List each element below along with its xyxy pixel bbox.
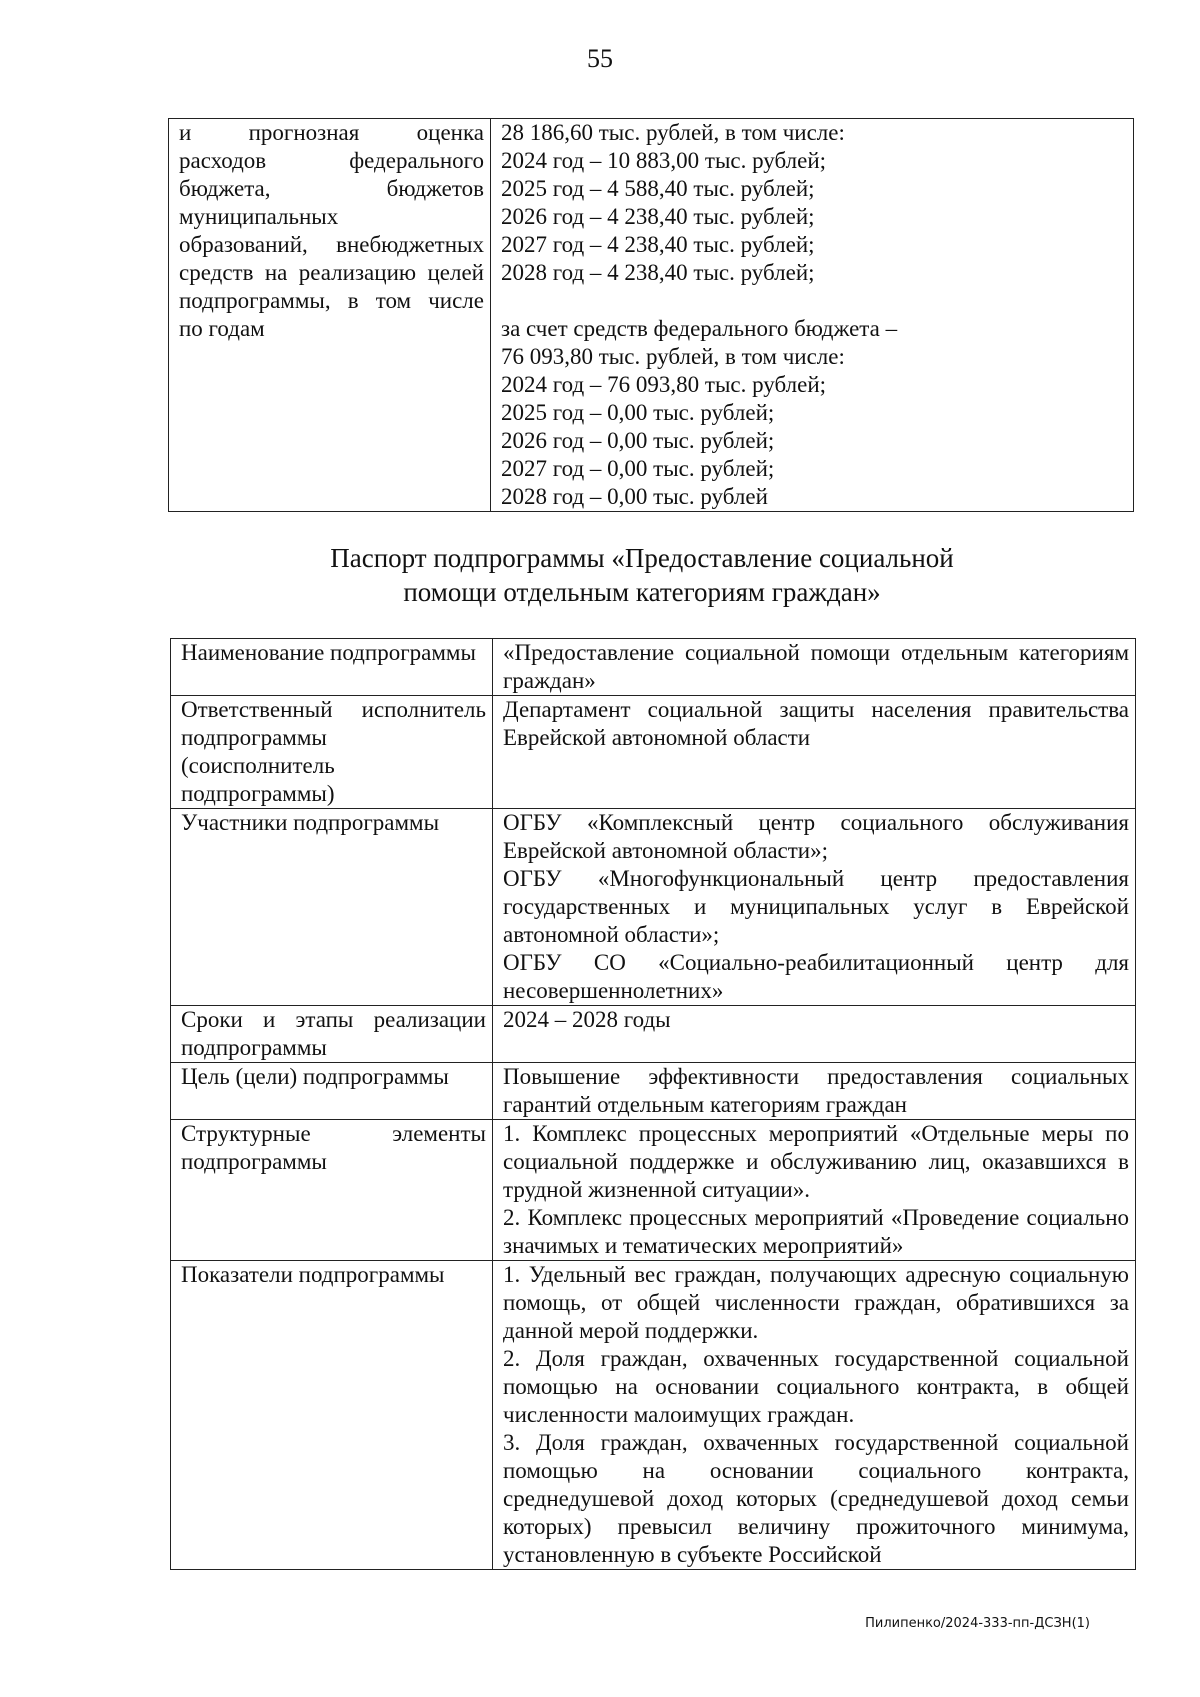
funding-line: 2026 год – 0,00 тыс. рублей; bbox=[501, 428, 775, 453]
label-line: муниципальных bbox=[179, 204, 339, 229]
row-value: Департамент социальной защиты населения правительства Еврейской автономной области bbox=[493, 696, 1136, 809]
row-value bbox=[493, 809, 1136, 1006]
indicator-item: 2. Доля граждан, охваченных государственной социальной помощью на основании социального контракта, в общей численности малоимущих граждан. bbox=[503, 1346, 1129, 1427]
row-label: Цель (цели) подпрограммы bbox=[171, 1063, 493, 1120]
passport-table bbox=[170, 638, 1136, 1570]
funding-line: 2025 год – 0,00 тыс. рублей; bbox=[501, 400, 775, 425]
funding-line: за счет средств федерального бюджета – bbox=[501, 316, 898, 341]
participant-item: ОГБУ СО «Социально-реабилитационный центр для несовершеннолетних» bbox=[503, 950, 1129, 1003]
label-line: расходов федерального bbox=[179, 148, 484, 173]
row-value bbox=[493, 1261, 1136, 1570]
label-line: подпрограммы, в том числе bbox=[179, 288, 484, 313]
label-line: и прогнозная оценка bbox=[179, 120, 484, 145]
funding-line: 2027 год – 4 238,40 тыс. рублей; bbox=[501, 232, 815, 257]
row-label: Ответственный исполнитель подпрограммы (соисполнитель подпрограммы) bbox=[171, 696, 493, 809]
funding-table bbox=[168, 118, 1134, 512]
table-row bbox=[171, 1120, 1136, 1261]
funding-line: 2028 год – 4 238,40 тыс. рублей; bbox=[501, 260, 815, 285]
indicator-item: 3. Доля граждан, охваченных государственной социальной помощью на основании социального контракта, среднедушевой доход которых (среднедушевой доход семьи которых) превысил величину прожиточного минимума, установленную в субъекте Российской bbox=[503, 1430, 1129, 1567]
row-value: Повышение эффективности предоставления социальных гарантий отдельным категориям граждан bbox=[493, 1063, 1136, 1120]
label-line: бюджета, бюджетов bbox=[179, 176, 484, 201]
funding-line: 2026 год – 4 238,40 тыс. рублей; bbox=[501, 204, 815, 229]
row-label: Структурные элементы подпрограммы bbox=[171, 1120, 493, 1261]
table-row bbox=[171, 809, 1136, 1006]
row-label: Участники подпрограммы bbox=[171, 809, 493, 1006]
section-title-line: помощи отдельным категориям граждан» bbox=[403, 577, 881, 607]
table-row bbox=[171, 1063, 1136, 1120]
document-footer-code: Пилипенко/2024-333-пп-ДСЗН(1) bbox=[865, 1616, 1090, 1631]
label-line: образований, внебюджетных bbox=[179, 232, 484, 257]
row-value: «Предоставление социальной помощи отдельным категориям граждан» bbox=[493, 639, 1136, 696]
funding-values-cell bbox=[491, 119, 1134, 512]
page-number: 55 bbox=[587, 44, 613, 73]
funding-label-cell bbox=[169, 119, 491, 512]
participant-item: ОГБУ «Комплексный центр социального обслуживания Еврейской автономной области»; bbox=[503, 810, 1129, 863]
funding-line: 2024 год – 76 093,80 тыс. рублей; bbox=[501, 372, 827, 397]
row-label: Показатели подпрограммы bbox=[171, 1261, 493, 1570]
row-value: 2024 – 2028 годы bbox=[493, 1006, 1136, 1063]
indicator-item: 1. Удельный вес граждан, получающих адресную социальную помощь, от общей численности граждан, обратившихся за данной мерой поддержки. bbox=[503, 1262, 1129, 1343]
funding-line: 76 093,80 тыс. рублей, в том числе: bbox=[501, 344, 845, 369]
funding-line: 2024 год – 10 883,00 тыс. рублей; bbox=[501, 148, 827, 173]
structure-item: 1. Комплекс процессных мероприятий «Отдельные меры по социальной поддержке и обслуживанию лиц, оказавшихся в трудной жизненной ситуации». bbox=[503, 1121, 1129, 1202]
funding-line: 2025 год – 4 588,40 тыс. рублей; bbox=[501, 176, 815, 201]
row-value bbox=[493, 1120, 1136, 1261]
participant-item: ОГБУ «Многофункциональный центр предоставления государственных и муниципальных услуг в Еврейской автономной области»; bbox=[503, 866, 1129, 947]
structure-item: 2. Комплекс процессных мероприятий «Проведение социально значимых и тематических мероприятий» bbox=[503, 1205, 1129, 1258]
table-row bbox=[171, 639, 1136, 696]
table-row bbox=[171, 696, 1136, 809]
funding-line: 2028 год – 0,00 тыс. рублей bbox=[501, 484, 768, 509]
table-row bbox=[171, 1261, 1136, 1570]
section-title-line: Паспорт подпрограммы «Предоставление социальной bbox=[330, 543, 954, 573]
funding-line: 28 186,60 тыс. рублей, в том числе: bbox=[501, 120, 845, 145]
row-label: Сроки и этапы реализации подпрограммы bbox=[171, 1006, 493, 1063]
row-label: Наименование подпрограммы bbox=[171, 639, 493, 696]
label-line: по годам bbox=[179, 316, 265, 341]
funding-line: 2027 год – 0,00 тыс. рублей; bbox=[501, 456, 775, 481]
table-row bbox=[171, 1006, 1136, 1063]
label-line: средств на реализацию целей bbox=[179, 260, 484, 285]
section-title bbox=[0, 541, 1200, 609]
table-row bbox=[169, 119, 1134, 512]
